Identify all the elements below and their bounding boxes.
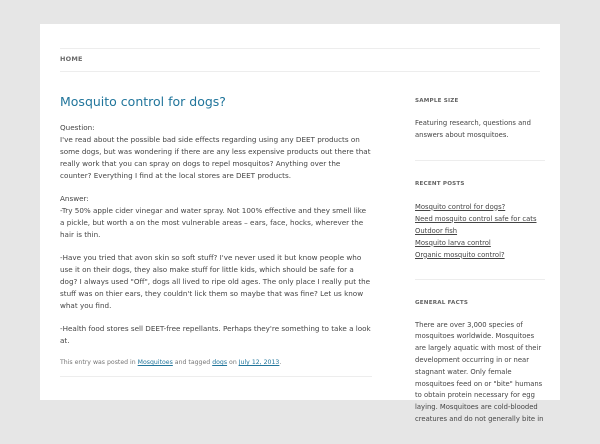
main-navigation [60, 48, 540, 72]
list-item [415, 201, 545, 213]
sidebar-divider [415, 160, 545, 161]
meta-prefix: This entry was posted in [60, 359, 138, 366]
widget-sample-size [415, 98, 545, 142]
category-link[interactable]: Mosquitoes [137, 359, 173, 366]
widget-title-general-facts: GENERAL FACTS [415, 299, 469, 306]
answer-text-3: -Health food stores sell DEET-free repellants. Perhaps they're something to take a look at. [60, 324, 371, 345]
meta-end: . [279, 359, 282, 366]
widget-title-recent-posts: RECENT POSTS [415, 180, 465, 187]
list-item [415, 237, 545, 249]
post-entry [60, 122, 372, 347]
meta-on: on [227, 359, 239, 366]
main-content [60, 94, 372, 377]
question-label: Question: [60, 123, 95, 132]
recent-post-link[interactable]: Outdoor fish [415, 226, 458, 235]
list-item [415, 213, 545, 225]
widget-general-facts [415, 300, 545, 426]
page-container [40, 24, 560, 423]
question-block [60, 122, 372, 182]
widget-title-sample-size: SAMPLE SIZE [415, 98, 459, 104]
recent-post-link[interactable]: Need mosquito control safe for cats [415, 214, 537, 223]
answer-text-1: -Try 50% apple cider vinegar and water spray. Not 100% effective and they smell like a pickle, but worth a on the most vulnerable areas – ears, face, hocks, wherever the hair is thin. [60, 206, 367, 239]
answer-block [60, 193, 372, 241]
list-item [415, 225, 545, 237]
recent-post-link[interactable]: Mosquito larva control [415, 238, 491, 247]
date-link[interactable]: July 12, 2013 [238, 359, 280, 366]
entry-meta [60, 358, 372, 377]
tag-link[interactable]: dogs [212, 359, 228, 366]
post-title[interactable]: Mosquito control for dogs? [60, 94, 226, 109]
meta-mid: and tagged [172, 359, 213, 366]
answer-text-2: -Have you tried that avon skin so soft stuff? I've never used it but know people who use it on their dogs, they also make stuff for little kids, which should be safe for a dog? I always used "Off", dogs all lived to ripe old ages. The only place I really put the stuff was on thier ears, they couldn't lick them so maybe that was fine? Let us know what you find. [60, 253, 371, 310]
sample-size-text: Featuring research, questions and answers about mosquitoes. [415, 119, 531, 139]
recent-post-link[interactable]: Organic mosquito control? [415, 250, 505, 259]
question-text: I've read about the possible bad side effects regarding using any DEET products on some dogs, but was wondering if there are any less expensive products out there that really work that you can spray on dogs to repel mosquitos? Anything over the counter? Everything I find at the local stores are DEET products. [60, 135, 371, 180]
sidebar [415, 98, 545, 444]
list-item [415, 249, 545, 261]
answer-label: Answer: [60, 194, 89, 203]
sidebar-divider [415, 279, 545, 280]
widget-recent-posts [415, 181, 545, 261]
nav-home-link[interactable]: HOME [60, 55, 83, 63]
recent-posts-list [415, 201, 545, 261]
general-facts-text: There are over 3,000 species of mosquitoes worldwide. Mosquitoes are largely aquatic with most of their development occurring in or near stagnant water. Only female mosquitoes feed on or "bite" humans to obtain protein necessary for egg laying. Mosquitoes are cold-blooded creatures and do not generally bite in [415, 320, 544, 423]
recent-post-link[interactable]: Mosquito control for dogs? [415, 202, 506, 211]
